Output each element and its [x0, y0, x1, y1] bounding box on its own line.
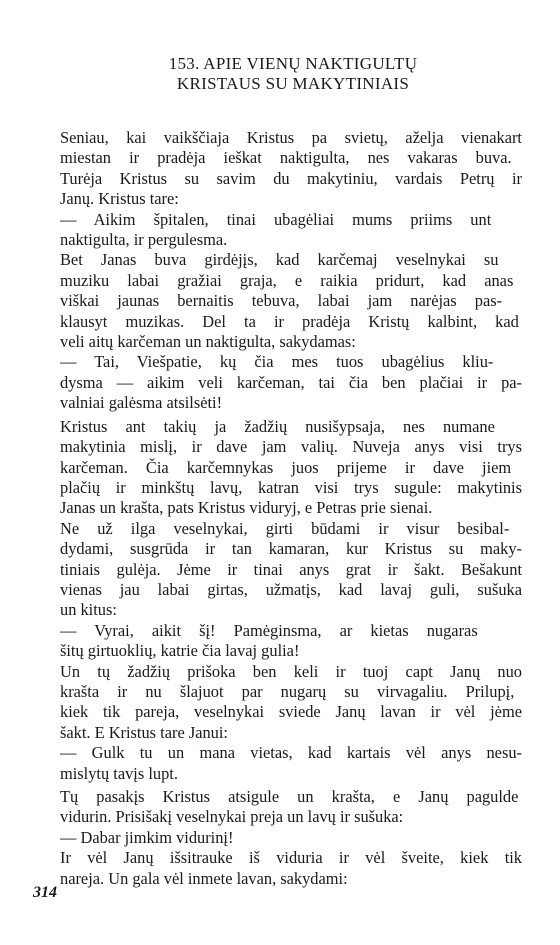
text-line: šitų girtuoklių, katrie čia lavaj gulia! — [60, 641, 300, 661]
text-line: makytinia mislį, ir dave jam valių. Nuveja anys visi trys — [60, 437, 522, 457]
text-line: — Gulk tu un mana vietas, kad kartais vėl anys nesu- — [60, 743, 522, 763]
text-line: viškai jaunas bernaitis tebuva, labai jam narėjas pas- — [60, 291, 503, 311]
text-line: Seniau, kai vaikščiaja Kristus pa svietų, aželja vienakart — [60, 128, 522, 147]
text-line: Un tų žadžių prišoka ben keli ir tuoj capt Janų nuo — [60, 661, 522, 681]
text-line: nareja. Un gala vėl inmete lavan, sakydami: — [60, 868, 348, 888]
text-line: veli aitų karčeman un naktigulta, sakydamas: — [60, 332, 356, 352]
text-line: naktigulta, ir pergulesma. — [60, 230, 228, 250]
text-line: plačių ir minkštų lavų, katran visi trys sugule: makytinis — [60, 477, 522, 497]
text-line: dysma — aikim veli karčeman, tai čia ben plačiai ir pa- — [60, 372, 522, 392]
text-line: kiek tik pareja, veselnykai sviede Janų lavan ir vėl jėme — [60, 702, 522, 722]
text-line: krašta ir nu šlajuot par nugarų su virvagaliu. Prilupį, — [60, 681, 515, 701]
text-line: Janas un krašta, pats Kristus viduryj, e Petras prie sienai. — [60, 498, 433, 518]
story-title — [60, 54, 526, 94]
text-line: Janų. Kristus tare: — [60, 189, 179, 209]
text-line: — Tai, Viešpatie, kų čia mes tuos ubagėlius kliu- — [60, 352, 494, 372]
text-line: valniai galėsma atsilsėti! — [60, 393, 223, 413]
text-line: — Dabar jimkim vidurinį! — [60, 827, 234, 847]
text-line: Tų pasakįs Kristus atsigule un krašta, e Janų pagulde — [60, 787, 519, 806]
text-line: miestan ir pradėja ieškat naktigulta, nes vakaras buva. — [60, 148, 512, 168]
text-line: tiniais gulėja. Jėme ir tinai anys grat ir šakt. Bešakunt — [60, 559, 522, 579]
text-line: Bet Janas buva girdėjįs, kad karčemaj veselnykai su — [60, 250, 499, 270]
text-line: — Aikim špitalen, tinai ubagėliai mums priims unt — [60, 209, 492, 229]
text-line: dydami, susgrūda ir tan kamaran, kur Kristus su maky- — [60, 539, 522, 559]
story-text — [60, 128, 526, 889]
text-line: Ir vėl Janų išsitrauke iš viduria ir vėl šveite, kiek tik — [60, 848, 522, 868]
text-line: Ne už ilga veselnykai, girti būdami ir visur besibal- — [60, 518, 510, 538]
text-line: Turėja Kristus su savim du makytiniu, vardais Petrų ir — [60, 168, 522, 188]
text-line: šakt. E Kristus tare Janui: — [60, 722, 228, 742]
text-line: vidurin. Prisišakį veselnykai preja un lavų ir sušuka: — [60, 807, 404, 827]
text-line: — Vyrai, aikit šį! Pamėginsma, ar kietas nugaras — [60, 620, 478, 640]
text-line: Kristus ant takių ja žadžių nusišypsaja, nes numane — [60, 416, 495, 436]
text-line: muziku labai gražiai graja, e raikia pridurt, kad anas — [60, 270, 514, 290]
text-line: mislytų tavįs lupt. — [60, 763, 178, 783]
page-number: 314 — [33, 884, 57, 901]
story-title-line-1: 153. APIE VIENŲ NAKTIGULTŲ — [168, 54, 418, 73]
text-line: vienas jau labai girtas, užmatįs, kad lavaj guli, sušuka — [60, 579, 522, 599]
story-title-line-2: KRISTAUS SU MAKYTINIAIS — [176, 74, 410, 93]
text-line: karčeman. Čia karčemnykas juos prijeme ir dave jiem — [60, 457, 512, 477]
text-line: un kitus: — [60, 600, 117, 620]
text-line: klausyt muzikas. Del ta ir pradėja Kristų kalbint, kad — [60, 311, 519, 331]
